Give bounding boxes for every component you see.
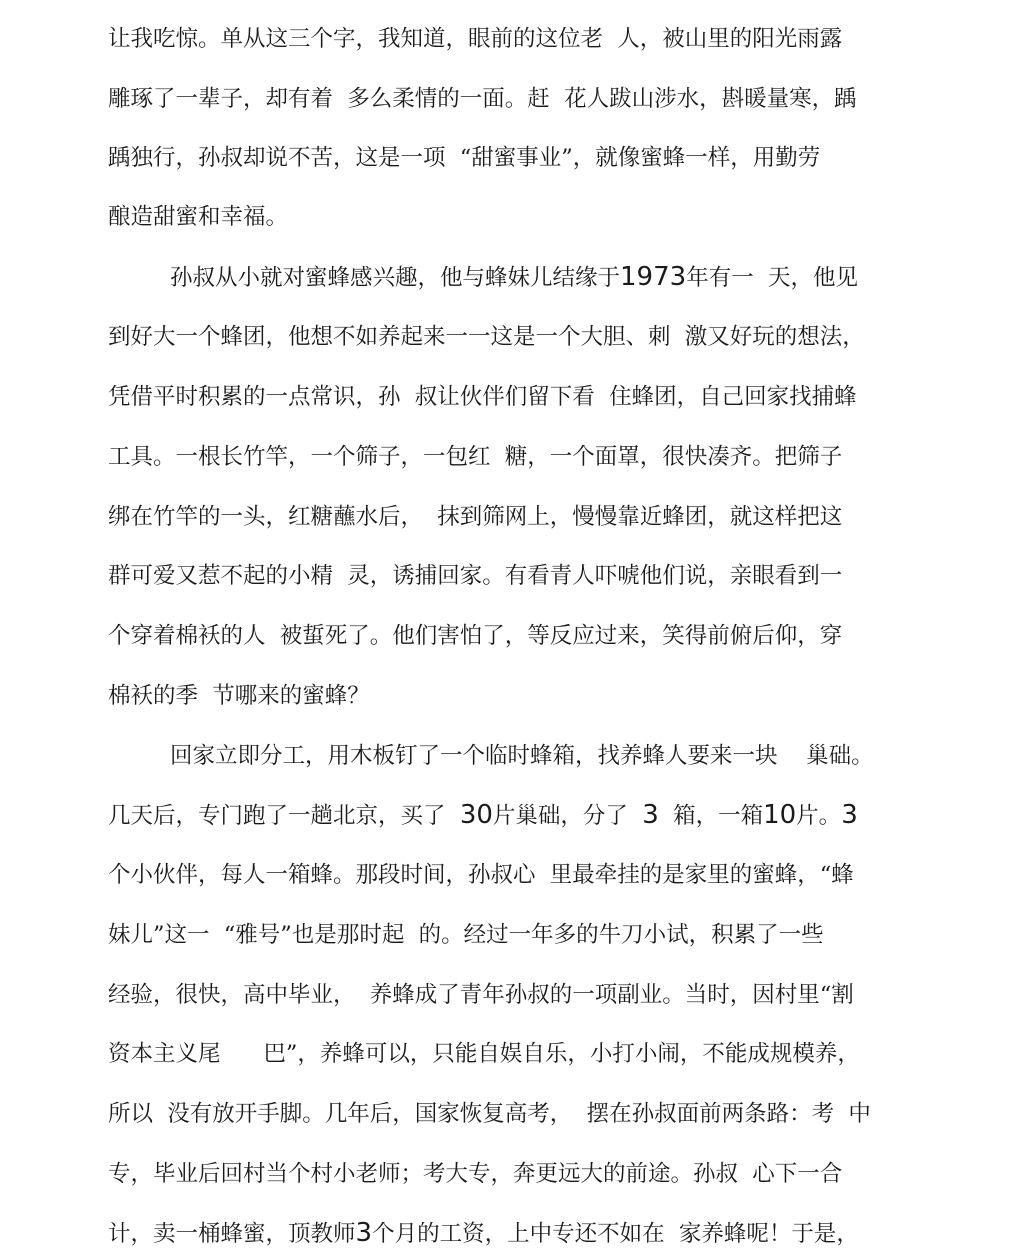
text-line: 个穿着棉袄的人 被蜇死了。他们害怕了，等反应过来，笑得前俯后仰，穿 xyxy=(108,623,843,649)
text-line: 让我吃惊。单从这三个字，我知道，眼前的这位老 人，被山里的阳光雨露 xyxy=(108,26,843,52)
text-line: 几天后，专门跑了一趟北京，买了 30片巢础，分了 3 箱，一箱10片。3 xyxy=(108,800,858,830)
text-line: 绑在竹竿的一头，红糖蘸水后， 抹到筛网上，慢慢靠近蜂团，就这样把这 xyxy=(108,504,843,530)
paragraph-first-line: 回家立即分工，用木板钉了一个临时蜂箱，找养蜂人要来一块 巢础。 xyxy=(170,743,874,769)
number-text: 3 xyxy=(642,800,659,830)
text-line: 棉袄的季 节哪来的蜜蜂？ xyxy=(108,683,370,709)
number-text: 1973 xyxy=(620,262,687,292)
text-line: 雕琢了一辈子，却有着 多么柔情的一面。赶 花人跋山涉水，斟暖量寒，踽 xyxy=(108,86,857,112)
number-text: 30 xyxy=(459,800,493,830)
number-text: 3 xyxy=(841,800,858,830)
text-line: 个小伙伴，每人一箱蜂。那段时间，孙叔心 里最牵挂的是家里的蜜蜂，“蜂 xyxy=(108,862,854,888)
text-line: 到好大一个蜂团，他想不如养起来一一这是一个大胆、刺 激又好玩的想法， xyxy=(108,324,865,350)
text-line: 专，毕业后回村当个村小老师；考大专，奔更远大的前途。孙叔 心下一合 xyxy=(108,1161,843,1187)
text-line: 所以 没有放开手脚。几年后，国家恢复高考， 摆在孙叔面前两条路：考 中 xyxy=(108,1101,871,1127)
number-text: 10 xyxy=(763,800,797,830)
text-line: 踽独行，孙叔却说不苦，这是一项 “甜蜜事业”，就像蜜蜂一样，用勤劳 xyxy=(108,145,821,171)
text-line: 计，卖一桶蜂蜜，顶教师3个月的工资，上中专还不如在 家养蜂呢！于是， xyxy=(108,1218,859,1248)
paragraph-first-line: 孙叔从小就对蜜蜂感兴趣，他与蜂妹儿结缘于1973年有一 天，他见 xyxy=(170,262,858,292)
text-line: 凭借平时积累的一点常识，孙 叔让伙伴们留下看 住蜂团，自己回家找捕蜂 xyxy=(108,384,857,410)
text-line: 经验，很快，高中毕业， 养蜂成了青年孙叔的一项副业。当时，因村里“割 xyxy=(108,982,854,1008)
text-line: 工具。一根长竹竿，一个筛子，一包红 糖，一个面罩，很快凑齐。把筛子 xyxy=(108,444,843,470)
text-line: 群可爱又惹不起的小精 灵，诱捕回家。有看青人吓唬他们说，亲眼看到一 xyxy=(108,563,843,589)
text-line: 妹儿”这一 “雅号”也是那时起 的。经过一年多的牛刀小试，积累了一些 xyxy=(108,922,824,948)
text-line: 资本主义尾 巴”，养蜂可以，只能自娱自乐，小打小闹，不能成规模养， xyxy=(108,1041,860,1067)
text-line: 酿造甜蜜和幸福。 xyxy=(108,204,289,230)
number-text: 3 xyxy=(355,1218,373,1248)
